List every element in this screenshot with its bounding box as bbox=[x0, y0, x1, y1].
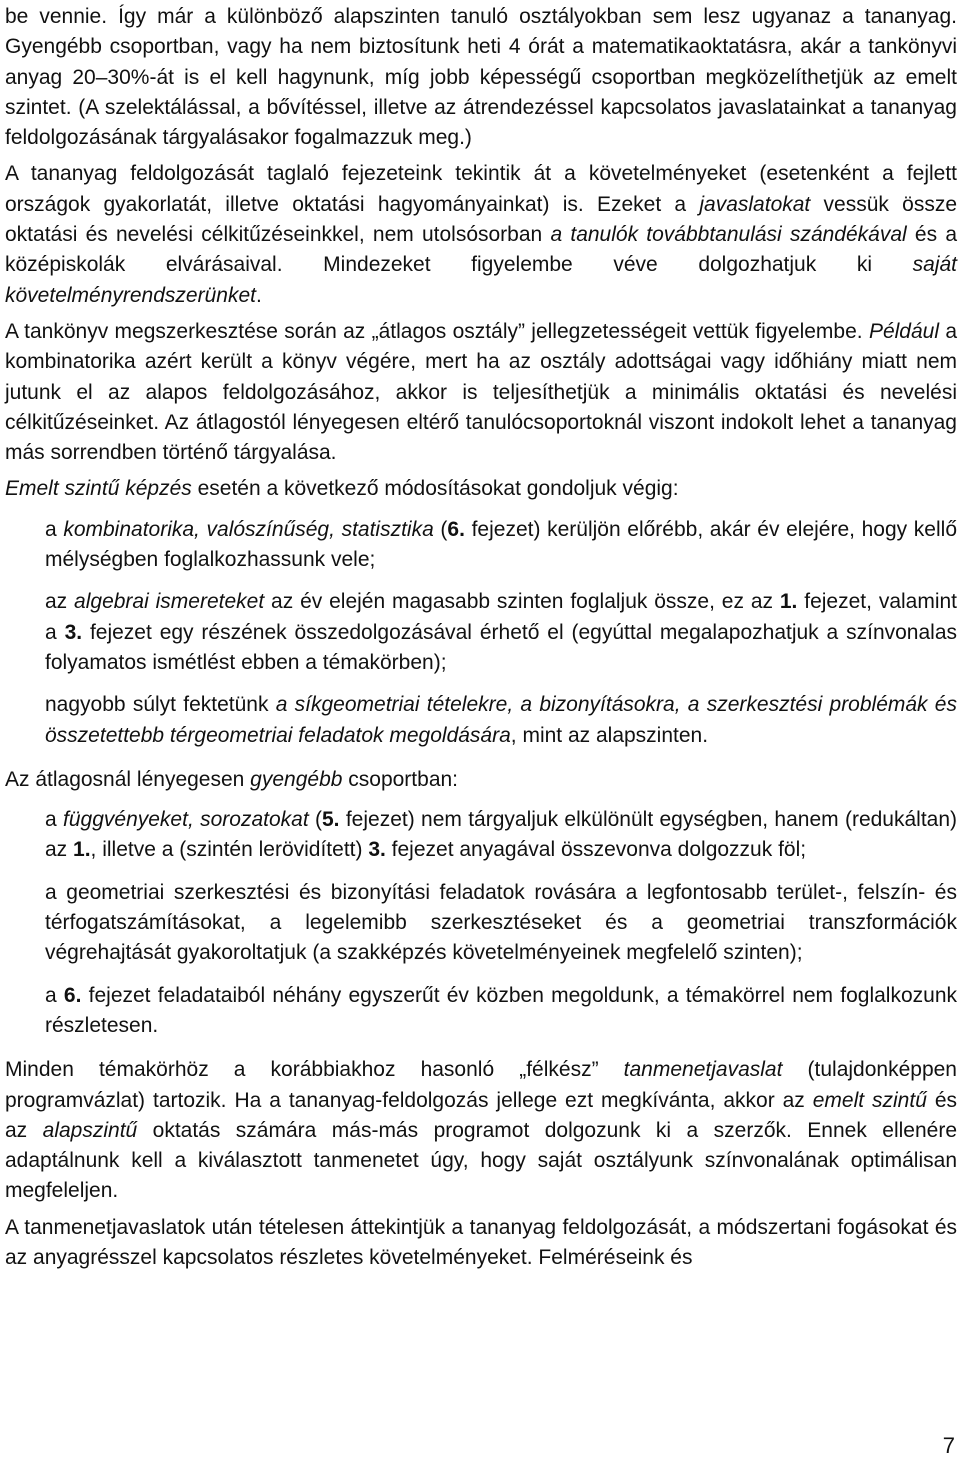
list-item bbox=[5, 587, 957, 678]
text-run: és a középiskolák elvárásaival. Mindezeket figyelembe véve dolgozhatjuk ki bbox=[5, 223, 958, 277]
text-run: be vennie. Így már a különböző alapszinten tanuló osztályokban sem lesz ugyanaz a tananyag. Gyengébb csoportban, vagy ha nem biztosítunk heti 4 órát a matematikaoktatásra, akár a tankönyvi anyag 20–30%-át is el kell hagynunk, míg jobb képességű csoportban megközelíthetjük az emelt szintet. (A szelektálással, a bővítéssel, illetve az átrendezéssel kapcsolatos javaslatainkat a tananyag feldolgozásának tárgyalásakor fogalmazzuk meg.) bbox=[5, 5, 957, 150]
chapter-number: 1. bbox=[779, 590, 798, 614]
text-run: fejezet) kerüljön előrébb, akár év elejére, hogy kellő mélységben foglalkozhassunk vele; bbox=[45, 517, 958, 572]
text-run: a geometriai szerkesztési és bizonyítási feladatok rovására a legfontosabb terület-, felszín- és térfogatszámításokat, a legelemibb szerkesztéseket és a geometriai transzformációk végrehajtását gyakoroltatjuk (a szakképzés követelményeinek megfelelő szinten); bbox=[45, 880, 957, 965]
text-run: vessük össze oktatási és nevelési célkitűzéseinkkel, nem utolsósorban bbox=[5, 192, 957, 247]
text-run: esetén a következő módosításokat gondoljuk végig: bbox=[191, 477, 679, 501]
text-run: nagyobb súlyt fektetünk bbox=[45, 693, 276, 717]
emphasis: alapszintű bbox=[42, 1118, 138, 1142]
text-run: a bbox=[45, 517, 64, 541]
text-run: fejezet, valamint a bbox=[45, 590, 958, 644]
text-run: a kombinatorika azért került a könyv végére, mert ha az osztály adottságai vagy időhiány miatt nem jutunk el az alapos feldolgozásához, akkor is teljesíthetjük a minimális oktatási és nevelési célkitűzéseinket. Az átlagostól lényegesen eltérő tanulócsoportoknál viszont indokolt lehet a tananyag más sorrendben történő tárgyalása. bbox=[5, 319, 957, 465]
text-run: (tulajdonképpen programvázlat) tartozik. Ha a tananyag-feldolgozás jellege ezt megkívánta, akkor az bbox=[5, 1058, 957, 1112]
text-run: az év elején magasabb szinten foglaljuk össze, ez az bbox=[264, 590, 780, 614]
text-run: fejezet) nem tárgyaljuk elkülönült egységben, hanem (redukáltan) az bbox=[45, 808, 958, 862]
advanced-level-heading bbox=[5, 474, 957, 504]
text-run: oktatás számára más-más programot dolgozunk ki a szerzők. Ennek ellenére adaptálnunk kell a kiválasztott tanmenetet úgy, hogy saját osztályunk színvonalának optimálisan megfeleljen. bbox=[5, 1118, 957, 1203]
text-run: fejezet egy részének összedolgozásával érhető el (egyúttal megalapozhatjuk a színvonalas folyamatos ismétlést ebben a témakörben); bbox=[45, 620, 957, 674]
advanced-level-list bbox=[5, 515, 957, 751]
paragraph-syllabus bbox=[5, 1055, 957, 1206]
emphasis: emelt szintű bbox=[812, 1088, 927, 1112]
text-run: Az átlagosnál lényegesen bbox=[5, 767, 251, 791]
list-item bbox=[5, 690, 957, 751]
emphasis: a tanulók továbbtanulási szándékával bbox=[550, 223, 907, 247]
emphasis: javaslatokat bbox=[699, 192, 811, 216]
chapter-number: 1. bbox=[73, 838, 91, 862]
list-item bbox=[5, 878, 957, 969]
emphasis: Emelt szintű képzés bbox=[5, 477, 192, 501]
text-run: , mint az alapszinten. bbox=[510, 723, 709, 747]
paragraph-intro bbox=[5, 2, 957, 153]
text-run: Minden témakörhöz a korábbiakhoz hasonló „félkész” bbox=[5, 1058, 624, 1082]
paragraph-textbook-structure bbox=[5, 317, 957, 468]
list-item bbox=[5, 515, 957, 576]
document-page bbox=[5, 2, 957, 1279]
text-run: az bbox=[45, 590, 75, 614]
weaker-group-heading bbox=[5, 765, 957, 795]
text-run: . bbox=[255, 283, 262, 307]
list-item bbox=[5, 805, 957, 866]
emphasis: kombinatorika, valószínűség, statisztika bbox=[63, 517, 434, 541]
paragraph-requirements bbox=[5, 159, 957, 310]
text-run: , illetve a (szintén lerövidített) bbox=[90, 838, 369, 862]
text-run: ( bbox=[308, 808, 322, 832]
chapter-number: 3. bbox=[64, 620, 83, 644]
text-run: ( bbox=[433, 517, 448, 541]
weaker-group-list bbox=[5, 805, 957, 1041]
emphasis: a síkgeometriai tételekre, a bizonyításokra, a szerkesztési problémák és összetettebb térgeometriai feladatok megoldására bbox=[45, 693, 957, 747]
page-number: 7 bbox=[942, 1433, 955, 1458]
chapter-number: 6. bbox=[447, 517, 465, 541]
text-run: a bbox=[45, 983, 64, 1007]
text-run: és az bbox=[5, 1088, 958, 1142]
chapter-number: 3. bbox=[368, 838, 386, 862]
text-run: A tankönyv megszerkesztése során az „átlagos osztály” jellegzetességeit vettük figyelembe. bbox=[5, 319, 869, 343]
chapter-number: 5. bbox=[322, 808, 340, 832]
chapter-number: 6. bbox=[63, 983, 82, 1007]
list-item bbox=[5, 981, 957, 1042]
emphasis: algebrai ismereteket bbox=[74, 590, 265, 614]
emphasis: saját követelményrendszerünket bbox=[5, 253, 957, 307]
paragraph-closing bbox=[5, 1213, 957, 1274]
text-run: a bbox=[45, 808, 64, 832]
text-run: fejezet anyagával összevonva dolgozzuk föl; bbox=[385, 838, 807, 862]
text-run: fejezet feladataiból néhány egyszerűt év közben megoldunk, a témakörrel nem foglalkozunk részletesen. bbox=[45, 983, 958, 1037]
emphasis: tanmenetjavaslat bbox=[623, 1058, 783, 1082]
text-run: A tananyag feldolgozását taglaló fejezeteink tekintik át a követelményeket (esetenként a fejlett országok gyakorlatát, illetve oktatási hagyományainkat) is. Ezeket a bbox=[5, 162, 957, 216]
emphasis: gyengébb bbox=[250, 767, 343, 791]
emphasis: függvényeket, sorozatokat bbox=[63, 808, 309, 832]
emphasis: Például bbox=[868, 319, 939, 343]
text-run: csoportban: bbox=[342, 767, 459, 791]
text-run: A tanmenetjavaslatok után tételesen áttekintjük a tananyag feldolgozását, a módszertani fogásokat és az anyagrésszel kapcsolatos részletes követelményeket. Felméréseink és bbox=[5, 1215, 957, 1269]
